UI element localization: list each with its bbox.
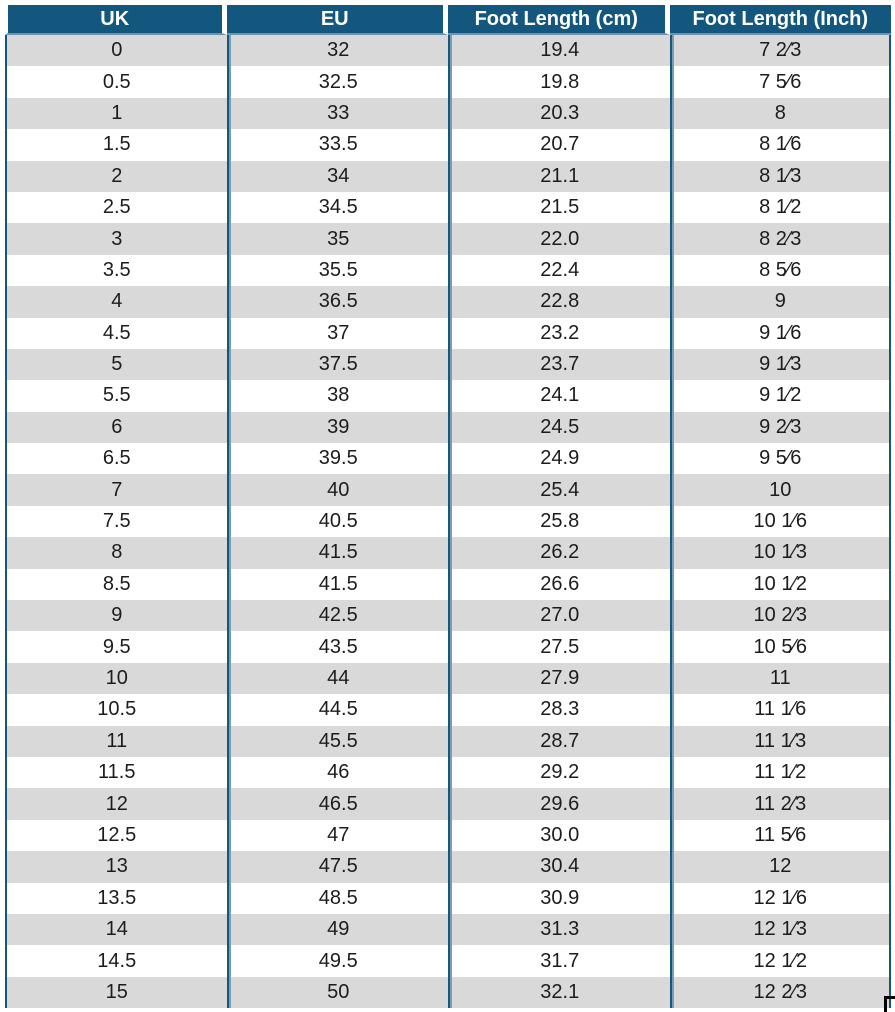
cell-uk: 4.5 — [5, 318, 227, 349]
cell-eu: 33.5 — [227, 129, 449, 160]
cell-cm: 22.4 — [448, 255, 670, 286]
table-row — [5, 757, 891, 788]
cell-eu: 44 — [227, 663, 449, 694]
cell-inch: 9 1⁄2 — [670, 380, 892, 411]
cell-inch: 10 — [670, 474, 892, 505]
cell-cm: 23.7 — [448, 349, 670, 380]
cell-eu: 39.5 — [227, 443, 449, 474]
cell-uk: 3 — [5, 223, 227, 254]
cell-cm: 30.0 — [448, 820, 670, 851]
cell-eu: 34.5 — [227, 192, 449, 223]
table-row — [5, 820, 891, 851]
cell-inch: 9 2⁄3 — [670, 412, 892, 443]
cell-cm: 29.2 — [448, 757, 670, 788]
cell-uk: 10 — [5, 663, 227, 694]
cell-uk: 0 — [5, 35, 227, 66]
cell-cm: 23.2 — [448, 318, 670, 349]
table-row — [5, 883, 891, 914]
table-row — [5, 600, 891, 631]
cell-uk: 3.5 — [5, 255, 227, 286]
cell-cm: 31.7 — [448, 945, 670, 976]
header-row — [5, 5, 891, 35]
cell-eu: 39 — [227, 412, 449, 443]
cell-eu: 47.5 — [227, 851, 449, 882]
table-body — [5, 35, 891, 1008]
cell-uk: 9.5 — [5, 631, 227, 662]
table-header — [5, 5, 891, 35]
cell-uk: 2.5 — [5, 192, 227, 223]
cell-eu: 40.5 — [227, 506, 449, 537]
cell-inch: 8 5⁄6 — [670, 255, 892, 286]
cell-uk: 13.5 — [5, 883, 227, 914]
cell-inch: 12 1⁄2 — [670, 945, 892, 976]
cell-cm: 30.4 — [448, 851, 670, 882]
cell-eu: 47 — [227, 820, 449, 851]
cell-cm: 27.0 — [448, 600, 670, 631]
cell-cm: 25.8 — [448, 506, 670, 537]
table-row — [5, 223, 891, 254]
cell-eu: 41.5 — [227, 569, 449, 600]
cell-inch: 8 1⁄2 — [670, 192, 892, 223]
cell-uk: 7 — [5, 474, 227, 505]
cell-eu: 44.5 — [227, 694, 449, 725]
cell-inch: 9 5⁄6 — [670, 443, 892, 474]
table-row — [5, 443, 891, 474]
cell-uk: 14.5 — [5, 945, 227, 976]
cell-inch: 8 1⁄3 — [670, 161, 892, 192]
cell-cm: 26.2 — [448, 537, 670, 568]
cell-uk: 1 — [5, 98, 227, 129]
cell-uk: 6 — [5, 412, 227, 443]
cell-inch: 8 2⁄3 — [670, 223, 892, 254]
cell-uk: 11 — [5, 726, 227, 757]
table-row — [5, 412, 891, 443]
cell-uk: 0.5 — [5, 66, 227, 97]
table-row — [5, 977, 891, 1008]
cell-eu: 45.5 — [227, 726, 449, 757]
cell-cm: 20.7 — [448, 129, 670, 160]
cell-cm: 20.3 — [448, 98, 670, 129]
cell-inch: 9 — [670, 286, 892, 317]
col-header-uk: UK — [5, 5, 227, 35]
cell-uk: 14 — [5, 914, 227, 945]
table-row — [5, 35, 891, 66]
table-row — [5, 98, 891, 129]
cell-eu: 41.5 — [227, 537, 449, 568]
cell-uk: 4 — [5, 286, 227, 317]
table-row — [5, 506, 891, 537]
cell-cm: 24.9 — [448, 443, 670, 474]
cell-eu: 49 — [227, 914, 449, 945]
cell-inch: 11 5⁄6 — [670, 820, 892, 851]
cell-inch: 11 1⁄3 — [670, 726, 892, 757]
cell-eu: 35.5 — [227, 255, 449, 286]
cell-uk: 11.5 — [5, 757, 227, 788]
cell-cm: 28.7 — [448, 726, 670, 757]
table-row — [5, 537, 891, 568]
table-row — [5, 914, 891, 945]
cell-uk: 8.5 — [5, 569, 227, 600]
table-row — [5, 663, 891, 694]
size-conversion-table — [5, 5, 891, 1008]
cell-inch: 9 1⁄6 — [670, 318, 892, 349]
cell-eu: 49.5 — [227, 945, 449, 976]
cell-uk: 12.5 — [5, 820, 227, 851]
cell-inch: 12 1⁄3 — [670, 914, 892, 945]
cell-uk: 9 — [5, 600, 227, 631]
cell-inch: 11 — [670, 663, 892, 694]
cell-inch: 11 2⁄3 — [670, 788, 892, 819]
cell-inch: 12 — [670, 851, 892, 882]
cell-uk: 1.5 — [5, 129, 227, 160]
cell-inch: 10 1⁄2 — [670, 569, 892, 600]
cell-inch: 12 2⁄3 — [670, 977, 892, 1008]
cell-uk: 10.5 — [5, 694, 227, 725]
cell-cm: 24.5 — [448, 412, 670, 443]
cell-uk: 7.5 — [5, 506, 227, 537]
cell-eu: 32 — [227, 35, 449, 66]
cell-uk: 12 — [5, 788, 227, 819]
cell-cm: 19.8 — [448, 66, 670, 97]
cropped-glyph-artifact — [884, 996, 895, 1012]
col-header-cm: Foot Length (cm) — [448, 5, 670, 35]
cell-eu: 50 — [227, 977, 449, 1008]
table-row — [5, 569, 891, 600]
table-row — [5, 631, 891, 662]
cell-eu: 36.5 — [227, 286, 449, 317]
table-row — [5, 726, 891, 757]
cell-cm: 29.6 — [448, 788, 670, 819]
cell-cm: 21.5 — [448, 192, 670, 223]
cell-inch: 10 1⁄3 — [670, 537, 892, 568]
table-row — [5, 349, 891, 380]
cell-inch: 10 1⁄6 — [670, 506, 892, 537]
table-row — [5, 129, 891, 160]
cell-eu: 42.5 — [227, 600, 449, 631]
col-header-inch: Foot Length (Inch) — [670, 5, 892, 35]
cell-eu: 37.5 — [227, 349, 449, 380]
cell-inch: 11 1⁄2 — [670, 757, 892, 788]
cell-inch: 9 1⁄3 — [670, 349, 892, 380]
cell-eu: 48.5 — [227, 883, 449, 914]
cell-uk: 15 — [5, 977, 227, 1008]
cell-eu: 34 — [227, 161, 449, 192]
cell-uk: 13 — [5, 851, 227, 882]
cell-eu: 38 — [227, 380, 449, 411]
table-row — [5, 851, 891, 882]
cell-cm: 24.1 — [448, 380, 670, 411]
table-row — [5, 474, 891, 505]
cell-eu: 46 — [227, 757, 449, 788]
cell-cm: 25.4 — [448, 474, 670, 505]
cell-cm: 26.6 — [448, 569, 670, 600]
table-row — [5, 945, 891, 976]
table-row — [5, 694, 891, 725]
cell-eu: 33 — [227, 98, 449, 129]
col-header-eu: EU — [227, 5, 449, 35]
cell-cm: 22.8 — [448, 286, 670, 317]
cell-cm: 32.1 — [448, 977, 670, 1008]
cell-inch: 12 1⁄6 — [670, 883, 892, 914]
table-row — [5, 161, 891, 192]
cell-eu: 35 — [227, 223, 449, 254]
table-row — [5, 788, 891, 819]
cell-cm: 27.5 — [448, 631, 670, 662]
cell-uk: 5.5 — [5, 380, 227, 411]
cell-inch: 8 1⁄6 — [670, 129, 892, 160]
table-row — [5, 66, 891, 97]
cell-eu: 40 — [227, 474, 449, 505]
cell-cm: 28.3 — [448, 694, 670, 725]
cell-eu: 37 — [227, 318, 449, 349]
cell-cm: 22.0 — [448, 223, 670, 254]
cell-cm: 19.4 — [448, 35, 670, 66]
cell-cm: 27.9 — [448, 663, 670, 694]
cell-eu: 43.5 — [227, 631, 449, 662]
cell-cm: 21.1 — [448, 161, 670, 192]
cell-uk: 5 — [5, 349, 227, 380]
table-row — [5, 286, 891, 317]
cell-inch: 11 1⁄6 — [670, 694, 892, 725]
cell-uk: 2 — [5, 161, 227, 192]
cell-inch: 7 2⁄3 — [670, 35, 892, 66]
table-row — [5, 380, 891, 411]
cell-uk: 8 — [5, 537, 227, 568]
cell-inch: 10 5⁄6 — [670, 631, 892, 662]
table-row — [5, 255, 891, 286]
cell-inch: 7 5⁄6 — [670, 66, 892, 97]
cell-inch: 8 — [670, 98, 892, 129]
table-row — [5, 192, 891, 223]
cell-cm: 30.9 — [448, 883, 670, 914]
cell-cm: 31.3 — [448, 914, 670, 945]
cell-uk: 6.5 — [5, 443, 227, 474]
cell-eu: 32.5 — [227, 66, 449, 97]
cell-eu: 46.5 — [227, 788, 449, 819]
table-row — [5, 318, 891, 349]
cell-inch: 10 2⁄3 — [670, 600, 892, 631]
